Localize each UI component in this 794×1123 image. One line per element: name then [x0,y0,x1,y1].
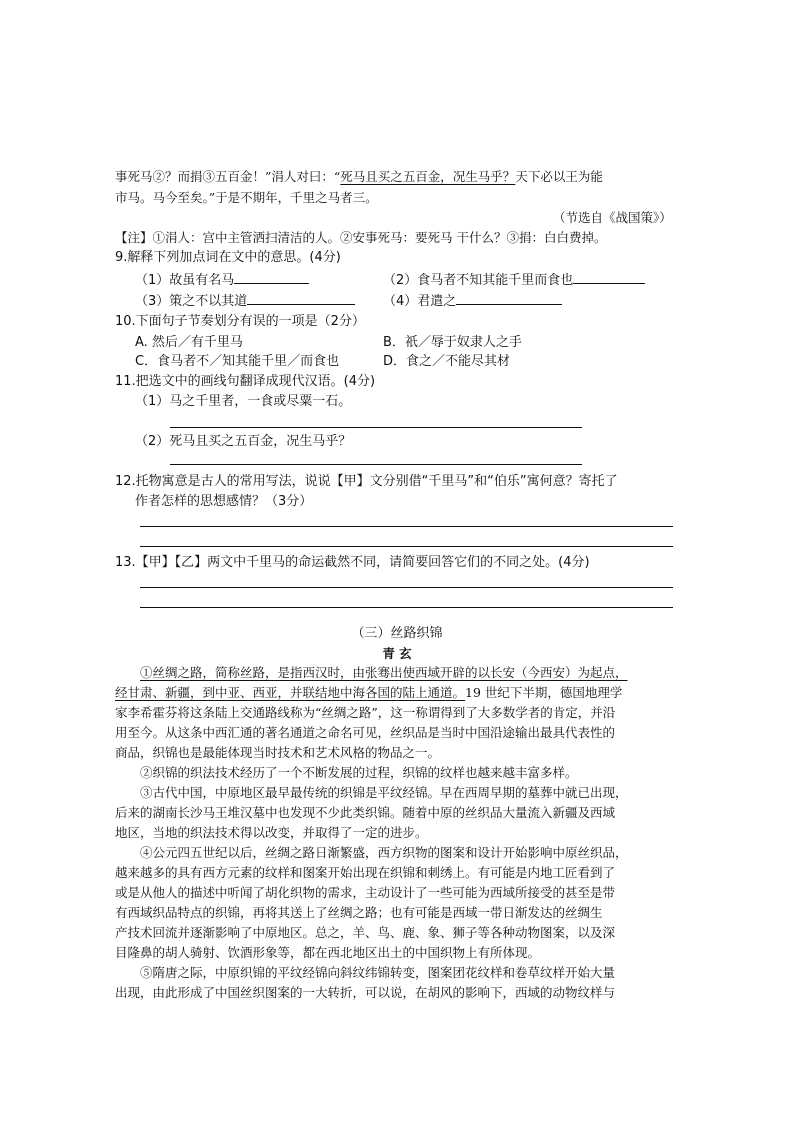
article-author: 青 玄 [382,646,412,661]
q11-sentence-1: （1）马之千里者，一食或尽粟一石。 [135,394,352,409]
paragraph-1-line-3: 家李希霍芬将这条陆上交通路线称为“丝绸之路”，这一称谓得到了大多数学者的肯定，并沿 [115,705,616,720]
answer-line[interactable] [140,587,673,588]
answer-blank[interactable] [234,270,309,284]
q13-stem: 13.【甲】【乙】两文中千里马的命运截然不同，请简要回答它们的不同之处。(4分) [115,555,590,570]
paragraph-1-line-4: 用至今。从这条中西汇通的著名通道之命名可见，丝织品是当时中国沿途输出最具代表性的 [115,725,616,740]
passage-line-2: 市马。马今至矣。”于是不期年，千里之马者三。 [115,190,378,205]
q9-item-text: （4）君遣之 [383,294,457,309]
q12-stem-line-1: 12.托物寓意是古人的常用写法，说说【甲】文分别借“千里马”和“伯乐”寓何意？寄托了 [115,474,618,489]
q10-option-a[interactable]: A. 然后／有千里马 [135,335,243,350]
paragraph-5-line-2: 出现，由此形成了中国丝织图案的一大转折，可以说，在胡风的影响下，西域的动物纹样与 [115,985,616,1000]
answer-blank[interactable] [456,291,562,305]
q9-item-text: （3）策之不以其道 [135,294,248,309]
paragraph-1-line-5: 商品，织锦也是最能体现当时技术和艺术风格的物品之一。 [115,745,441,760]
underlined-sentence: ①丝绸之路，简称丝路，是指西汉时，由张骞出使西域开辟的以长安（今西安）为起点， [140,665,628,680]
q11-stem: 11.把选文中的画线句翻译成现代汉语。(4分) [115,374,376,389]
q10-option-b[interactable]: B．祇／辱于奴隶人之手 [383,335,522,350]
answer-line[interactable] [170,464,582,465]
paragraph-4-line-6: 目隆鼻的胡人骑射、饮酒形象等，都在西北地区出土的中国织物上有所体现。 [115,945,541,960]
q9-stem: 9.解释下列加点词在文中的意思。(4分) [115,250,341,265]
q9-item-4 [383,291,562,311]
answer-line[interactable] [140,546,673,547]
answer-line[interactable] [170,427,582,428]
q9-item-1 [135,270,309,290]
q9-item-text: （1）故虽有名马 [135,273,235,288]
paragraph-4-line-5: 产技术回流并逐渐影响了中原地区。总之，羊、鸟、鹿、象、狮子等各种动物图案，以及深 [115,925,616,940]
passage-text: 事死马②？而捐③五百金！”涓人对曰：“ [115,169,341,184]
answer-line[interactable] [140,607,673,608]
paragraph-3-line-3: 地区，当地的织法技术得以改变，并取得了一定的进步。 [115,825,428,840]
paragraph-4-line-3: 或是从他人的描述中听闻了胡化织物的需求，主动设计了一些可能为西域所接受的甚至是带 [115,885,616,900]
q9-item-3 [135,291,355,311]
q10-option-d[interactable]: D．食之／不能尽其材 [383,354,511,369]
paragraph-1-line-1 [140,664,628,682]
underlined-sentence: 经甘肃、新疆，到中亚、西亚，并联结地中海各国的陆上通道。 [115,685,466,700]
passage-text: 天下必以王为能 [515,169,603,184]
answer-blank[interactable] [573,270,645,284]
q9-item-text: （2）食马者不知其能千里而食也 [383,273,574,288]
paragraph-4-line-1: ④公元四五世纪以后，丝绸之路日渐繁盛，西方织物的图案和设计开始影响中原丝织品， [140,845,628,860]
answer-line[interactable] [140,526,673,527]
section-title: （三）丝路织锦 [351,626,443,641]
paragraph-5-line-1: ⑤隋唐之际，中原织锦的平纹经锦向斜纹纬锦转变，图案团花纹样和卷草纹样开始大量 [140,965,616,980]
q10-stem: 10.下面句子节奏划分有误的一项是（2分） [115,314,365,329]
paragraph-4-line-2: 越来越多的具有西方元素的纹样和图案开始出现在织锦和刺绣上。有可能是内地工匠看到了 [115,865,616,880]
paragraph-4-line-4: 有西域织品特点的织锦，再将其送上了丝绸之路；也有可能是西域一带日渐发达的丝绸生 [115,905,603,920]
q9-item-2 [383,270,645,290]
paragraph-text: 19 世纪下半期，德国地理学 [465,685,623,700]
passage-line-1 [115,168,603,186]
paragraph-2: ②织锦的织法技术经历了一个不断发展的过程，织锦的纹样也越来越丰富多样。 [140,765,578,780]
underlined-sentence: 死马且买之五百金，况生马乎？ [340,169,516,184]
answer-blank[interactable] [247,291,355,305]
paragraph-3-line-1: ③古代中国，中原地区最早最传统的织锦是平纹经锦。早在西周早期的墓葬中就已出现， [140,785,628,800]
passage-note: 【注】①涓人：宫中主管洒扫清洁的人。②安事死马：要死马 干什么？③捐：白白费掉。 [115,230,607,245]
paragraph-3-line-2: 后来的湖南长沙马王堆汉墓中也发现不少此类织锦。随着中原的丝织品大量流入新疆及西域 [115,805,616,820]
q11-sentence-2: （2）死马且买之五百金，况生马乎？ [135,434,352,449]
paragraph-1-line-2 [115,684,622,702]
q12-stem-line-2: 作者怎样的思想感情？（3分） [135,494,313,509]
passage-source: （节选自《战国策》） [553,210,672,225]
q10-option-c[interactable]: C．食马者不／知其能千里／而食也 [135,354,340,369]
